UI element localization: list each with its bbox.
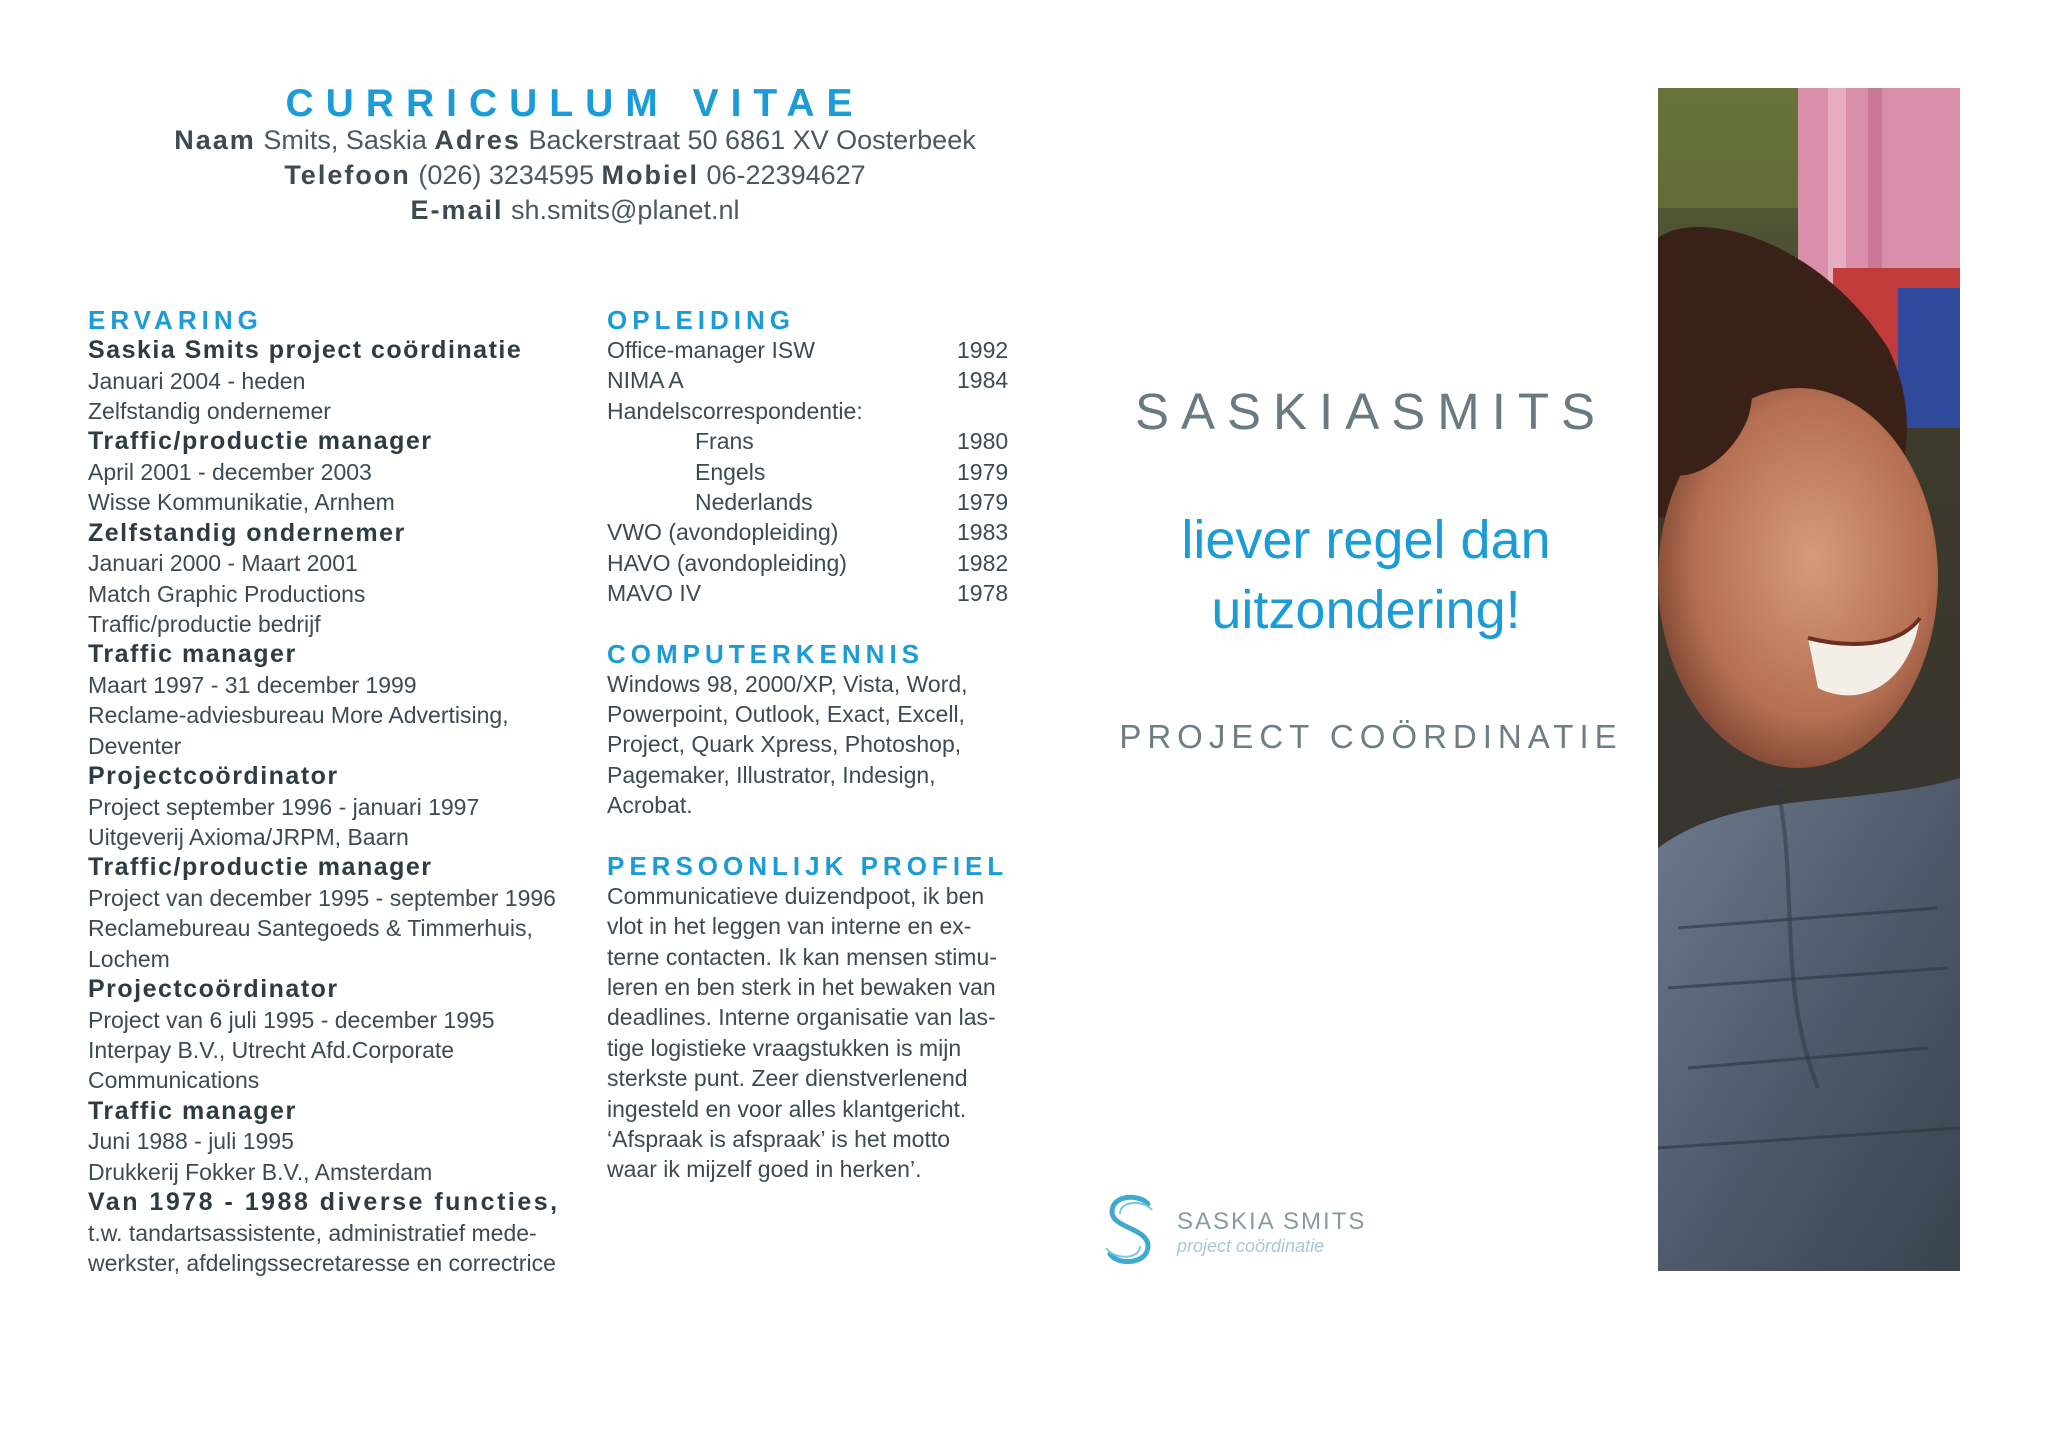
- tagline: PROJECT COÖRDINATIE: [1119, 718, 1623, 755]
- edu-year: 1982: [957, 549, 1009, 576]
- computer-line: Project, Quark Xpress, Photoshop,: [607, 731, 962, 758]
- computer-line: Acrobat.: [607, 792, 693, 819]
- profiel-line: ‘Afspraak is afspraak’ is het motto: [607, 1125, 951, 1152]
- job-title: Zelfstandig ondernemer: [88, 518, 406, 547]
- edu-row: [607, 578, 1047, 608]
- profiel-line: deadlines. Interne organisatie van las-: [607, 1004, 996, 1031]
- job-company: Reclame-adviesbureau More Advertising,: [88, 702, 509, 729]
- job-period: Januari 2004 - heden: [88, 367, 306, 394]
- adres-value: Backerstraat 50 6861 XV Oosterbeek: [528, 125, 976, 155]
- job-period: Januari 2000 - Maart 2001: [88, 550, 358, 577]
- telefoon-value: (026) 3234595: [418, 160, 594, 190]
- edu-row: [607, 457, 1047, 487]
- edu-year: [957, 396, 1017, 426]
- edu-row: [607, 426, 1047, 456]
- job-company: Drukkerij Fokker B.V., Amsterdam: [88, 1158, 433, 1185]
- profiel-line: ingesteld en voor alles klantgericht.: [607, 1095, 967, 1122]
- edu-name: NIMA A: [607, 367, 684, 394]
- computer-line: Powerpoint, Outlook, Exact, Excell,: [607, 701, 965, 728]
- job-title: Van 1978 - 1988 diverse functies,: [88, 1188, 560, 1217]
- edu-name: Nederlands: [695, 489, 813, 516]
- contact-line-3: [0, 192, 1150, 228]
- job-period: Juni 1988 - juli 1995: [88, 1128, 294, 1155]
- job-detail: Traffic/productie bedrijf: [88, 610, 321, 637]
- profiel-line: vlot in het leggen van interne en ex-: [607, 913, 972, 940]
- profiel-line: tige logistieke vraagstukken is mijn: [607, 1034, 962, 1061]
- edu-year: 1979: [957, 489, 1009, 516]
- edu-row: [607, 487, 1047, 517]
- edu-year: 1992: [957, 337, 1009, 363]
- job-title: Traffic manager: [88, 640, 297, 669]
- logo-name: SASKIA SMITS: [1177, 1208, 1367, 1235]
- job-detail: werkster, afdelingssecretaresse en correctrice: [88, 1250, 556, 1277]
- edu-name: HAVO (avondopleiding): [607, 549, 847, 576]
- ervaring-section: [88, 305, 608, 1278]
- portrait-photo: [1658, 88, 1960, 1271]
- logo-s-icon: [1100, 1192, 1160, 1268]
- profiel-line: Communicatieve duizendpoot, ik ben: [607, 882, 985, 909]
- profiel-line: terne contacten. Ik kan mensen stimu-: [607, 943, 997, 970]
- job-company: Zelfstandig ondernemer: [88, 397, 331, 424]
- job-company: Uitgeverij Axioma/JRPM, Baarn: [88, 823, 409, 850]
- edu-name: Engels: [695, 458, 766, 485]
- job-title: Projectcoördinator: [88, 762, 339, 791]
- edu-row: [607, 517, 1047, 547]
- computer-line: Pagemaker, Illustrator, Indesign,: [607, 761, 936, 788]
- edu-name: VWO (avondopleiding): [607, 519, 839, 546]
- opleiding-heading: OPLEIDING: [607, 305, 796, 335]
- job-detail: t.w. tandartsassistente, administratief mede-: [88, 1219, 537, 1246]
- contact-line-2: [0, 157, 1150, 193]
- computerkennis-heading: COMPUTERKENNIS: [607, 638, 925, 669]
- logo-subtitle: project coördinatie: [1177, 1236, 1325, 1256]
- edu-name: Frans: [695, 428, 754, 455]
- profiel-line: waar ik mijzelf goed in herken’.: [607, 1156, 922, 1183]
- edu-name: Office-manager ISW: [607, 337, 815, 363]
- mobiel-label: Mobiel: [601, 160, 699, 190]
- telefoon-label: Telefoon: [284, 160, 411, 190]
- profiel-line: leren en ben sterk in het bewaken van: [607, 973, 996, 1000]
- job-period: Project september 1996 - januari 1997: [88, 793, 480, 820]
- naam-value: Smits, Saskia: [263, 125, 427, 155]
- job-detail: Deventer: [88, 732, 182, 759]
- edu-name: MAVO IV: [607, 580, 702, 607]
- job-company: Reclamebureau Santegoeds & Timmerhuis,: [88, 915, 533, 942]
- edu-year: 1979: [957, 458, 1009, 485]
- edu-row: [607, 548, 1047, 578]
- edu-year: 1978: [957, 580, 1009, 607]
- edu-row: [607, 335, 1047, 365]
- edu-row: [607, 365, 1047, 395]
- job-title: Saskia Smits project coördinatie: [88, 336, 523, 364]
- job-company: Match Graphic Productions: [88, 580, 366, 607]
- edu-year: 1984: [957, 367, 1009, 394]
- job-company: Interpay B.V., Utrecht Afd.Corporate: [88, 1037, 455, 1063]
- naam-label: Naam: [174, 125, 256, 155]
- profiel-line: sterkste punt. Zeer dienstverlenend: [607, 1065, 968, 1092]
- ervaring-heading: ERVARING: [88, 305, 263, 335]
- mobiel-value: 06-22394627: [706, 160, 866, 190]
- job-period: Maart 1997 - 31 december 1999: [88, 671, 417, 698]
- motto: [1096, 505, 1636, 645]
- cv-title: CURRICULUM VITAE: [285, 82, 865, 125]
- edu-row: [607, 396, 1047, 426]
- edu-name: Handelscorrespondentie:: [607, 397, 863, 424]
- job-period: Project van 6 juli 1995 - december 1995: [88, 1006, 495, 1033]
- opleiding-section: [607, 305, 1047, 1185]
- contact-line-1: [0, 122, 1150, 158]
- brand-name: SASKIASMITS: [1134, 383, 1608, 440]
- job-period: April 2001 - december 2003: [88, 458, 372, 485]
- job-detail: Lochem: [88, 945, 170, 972]
- job-title: Traffic/productie manager: [88, 427, 433, 456]
- edu-year: 1980: [957, 428, 1009, 455]
- profiel-heading: PERSOONLIJK PROFIEL: [607, 850, 1009, 881]
- job-title: Traffic manager: [88, 1096, 297, 1125]
- email-label: E-mail: [410, 195, 504, 225]
- job-detail: Communications: [88, 1067, 260, 1094]
- computer-line: Windows 98, 2000/XP, Vista, Word,: [607, 670, 968, 697]
- job-period: Project van december 1995 - september 1996: [88, 884, 556, 911]
- adres-label: Adres: [434, 125, 521, 155]
- job-title: Traffic/productie manager: [88, 853, 433, 882]
- motto-line-1: liever regel dan: [1181, 510, 1551, 570]
- job-company: Wisse Kommunikatie, Arnhem: [88, 489, 395, 516]
- job-title: Projectcoördinator: [88, 975, 339, 1004]
- edu-year: 1983: [957, 519, 1009, 546]
- motto-line-2: uitzondering!: [1211, 580, 1521, 640]
- email-value: sh.smits@planet.nl: [511, 195, 740, 225]
